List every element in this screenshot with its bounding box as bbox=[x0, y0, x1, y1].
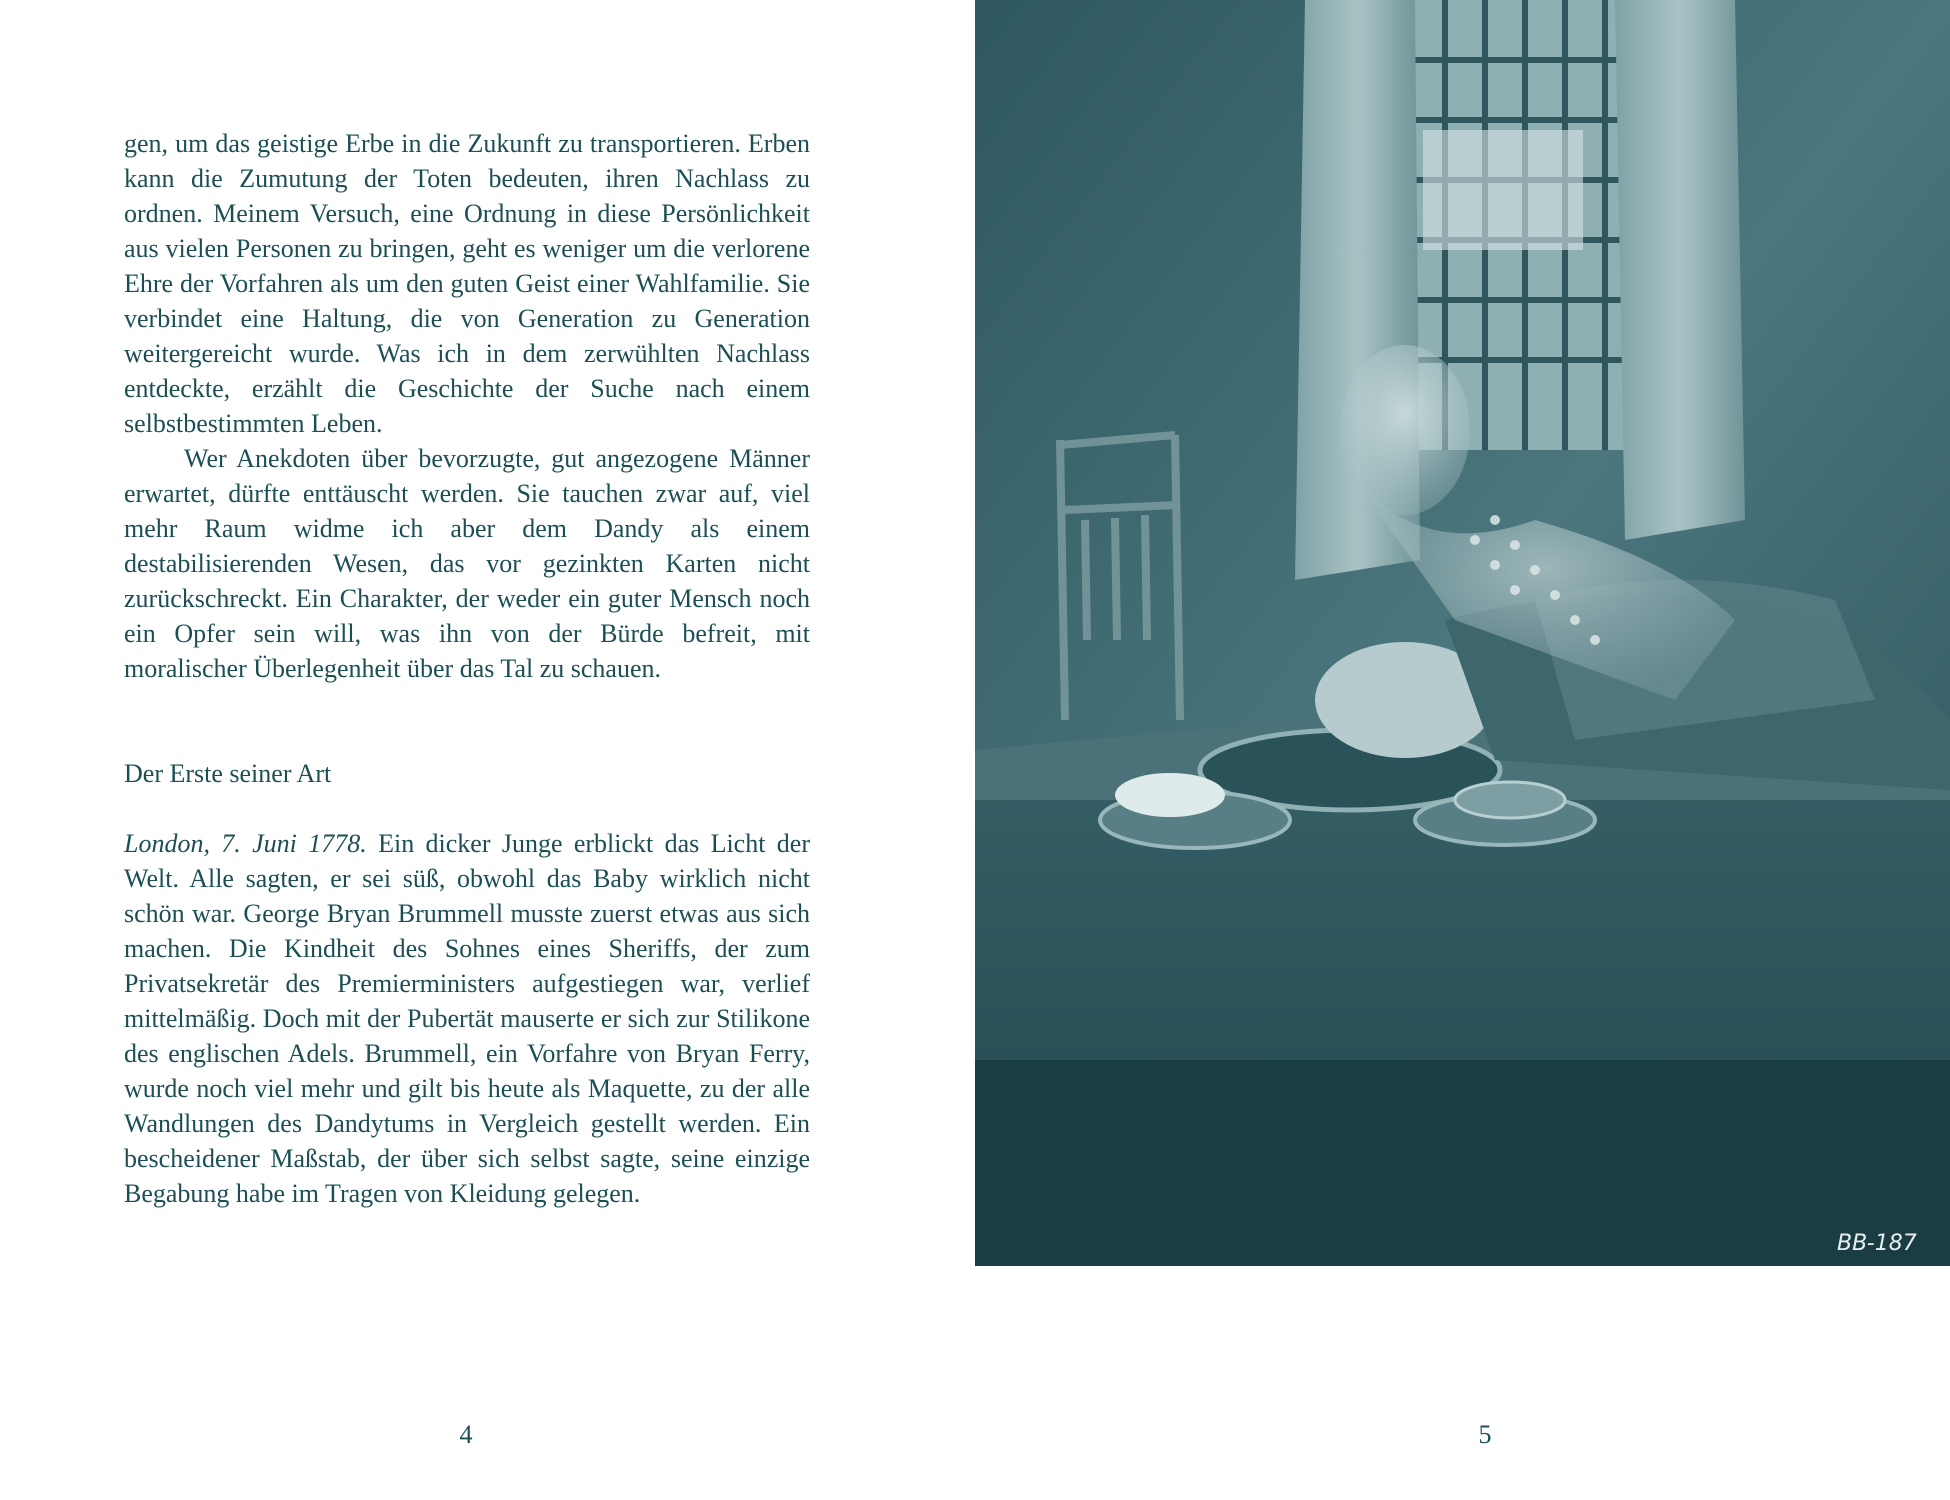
section-heading: Der Erste seiner Art bbox=[124, 759, 332, 788]
body-text bbox=[124, 126, 810, 1211]
paragraph: gen, um das geistige Erbe in die Zukunft zu transportieren. Erben kann die Zumutung der Toten bedeuten, ihren Nachlass zu ordnen. Meinem Versuch, eine Ordnung in diese Persönlichkeit aus vielen Personen zu bringen, geht es weniger um die verlorene Ehre der Vorfahren als um den guten Geist einer Wahlfamilie. Sie verbindet eine Haltung, die von Generation zu Generation weitergereicht wurde. Was ich in dem zerwühlten Nachlass entdeckte, erzählt die Geschichte der Suche nach einem selbstbestimmten Leben. bbox=[124, 129, 810, 438]
page-number-left: 4 bbox=[459, 1420, 473, 1449]
section-paragraph bbox=[124, 826, 810, 1211]
page-number-right: 5 bbox=[1478, 1420, 1492, 1449]
section-paragraph-text: Ein dicker Junge erblickt das Licht der Welt. Alle sagten, er sei süß, obwohl das Baby wirklich nicht schön war. George Bryan Brummell musste zuerst etwas aus sich machen. Die Kindheit des Sohnes eines Sheriffs, der zum Privatsekretär des Premierministers aufgestiegen war, verlief mittelmäßig. Doch mit der Pubertät mauserte er sich zur Stilikone des englischen Adels. Brummell, ein Vorfahre von Bryan Ferry, wurde noch viel mehr und gilt bis heute als Maquette, zu der alle Wandlungen des Dandytums in Vergleich gestellt werden. Ein bescheidener Maßstab, der über sich selbst sagte, seine einzige Begabung habe im Tragen von Kleidung gelegen. bbox=[124, 829, 810, 1208]
photo-mark: BB-187 bbox=[1837, 1231, 1917, 1256]
photo-illustration bbox=[975, 0, 1950, 1266]
paragraph: Wer Anekdoten über bevorzugte, gut angezogene Männer erwartet, dürfte enttäuscht werden. Sie tauchen zwar auf, viel mehr Raum widme ich aber dem Dandy als einem destabilisierenden Wesen, das vor gezinkten Karten nicht zurückschreckt. Ein Charakter, der weder ein guter Mensch noch ein Opfer sein will, was ihn von der Bürde befreit, mit moralischer Überlegenheit über das Tal zu schauen. bbox=[124, 444, 810, 683]
dateline: London, 7. Juni 1778. bbox=[124, 829, 367, 858]
film-still-photo bbox=[975, 0, 1950, 1266]
